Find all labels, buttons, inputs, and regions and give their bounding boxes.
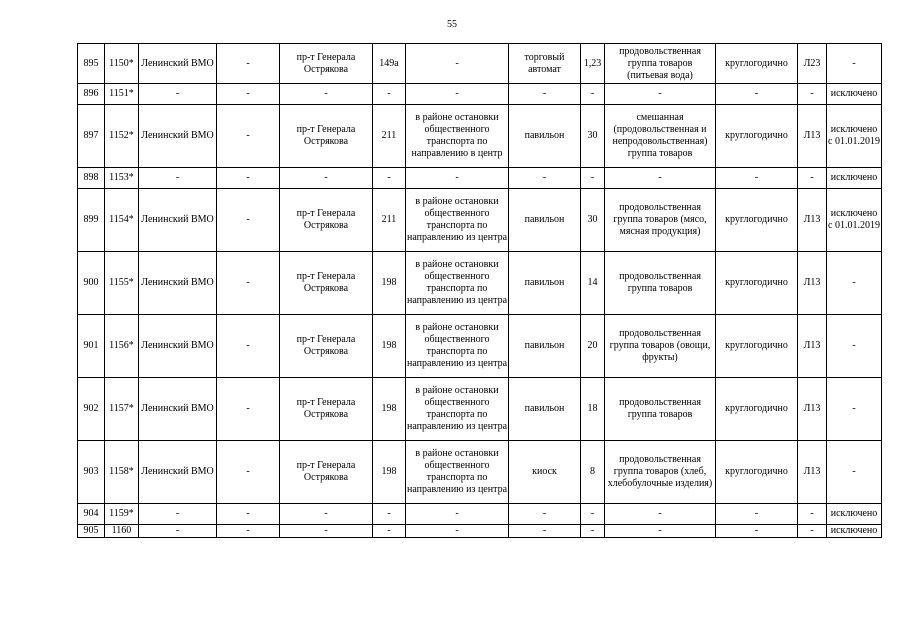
cell-scheme-code: Л13 (798, 378, 827, 441)
cell-landmark: в районе остановки общественного транспорта по направлению из центра (406, 378, 509, 441)
cell-street: - (280, 525, 373, 538)
cell-note: исключено (827, 525, 882, 538)
cell-row-number: 900 (78, 252, 105, 315)
cell-landmark: в районе остановки общественного транспорта по направлению из центра (406, 252, 509, 315)
cell-period: - (716, 168, 798, 189)
cell-row-number: 905 (78, 525, 105, 538)
cell-scheme-code: Л13 (798, 189, 827, 252)
cell-object-id: 1151* (105, 84, 139, 105)
cell-period: круглогодично (716, 378, 798, 441)
cell-row-number: 903 (78, 441, 105, 504)
cell-area: - (581, 504, 605, 525)
cell-note: исключено (827, 504, 882, 525)
cell-column-4: - (217, 441, 280, 504)
cell-house-number: 198 (373, 252, 406, 315)
cell-street: пр-т Генерала Острякова (280, 315, 373, 378)
cell-period: круглогодично (716, 252, 798, 315)
table-row (78, 44, 882, 84)
cell-column-4: - (217, 189, 280, 252)
cell-object-type: павильон (509, 189, 581, 252)
cell-area: 8 (581, 441, 605, 504)
cell-specialization: - (605, 525, 716, 538)
cell-street: пр-т Генерала Острякова (280, 252, 373, 315)
cell-object-id: 1159* (105, 504, 139, 525)
table-row (78, 525, 882, 538)
cell-column-4: - (217, 105, 280, 168)
cell-object-id: 1155* (105, 252, 139, 315)
table-row (78, 105, 882, 168)
cell-period: круглогодично (716, 44, 798, 84)
table-row (78, 315, 882, 378)
cell-area: - (581, 525, 605, 538)
cell-area: - (581, 168, 605, 189)
cell-house-number: - (373, 525, 406, 538)
cell-house-number: - (373, 84, 406, 105)
cell-scheme-code: Л13 (798, 105, 827, 168)
cell-object-id: 1160 (105, 525, 139, 538)
cell-row-number: 898 (78, 168, 105, 189)
cell-note: - (827, 315, 882, 378)
cell-object-id: 1154* (105, 189, 139, 252)
cell-object-id: 1153* (105, 168, 139, 189)
cell-street: пр-т Генерала Острякова (280, 189, 373, 252)
cell-column-4: - (217, 84, 280, 105)
cell-landmark: - (406, 44, 509, 84)
cell-house-number: 211 (373, 189, 406, 252)
cell-area: - (581, 84, 605, 105)
cell-street: - (280, 84, 373, 105)
cell-specialization: продовольственная группа товаров (мясо, мясная продукция) (605, 189, 716, 252)
cell-landmark: - (406, 504, 509, 525)
cell-object-type: - (509, 504, 581, 525)
cell-specialization: продовольственная группа товаров (питьевая вода) (605, 44, 716, 84)
cell-district: - (139, 168, 217, 189)
cell-object-type: павильон (509, 105, 581, 168)
cell-specialization: - (605, 84, 716, 105)
cell-period: - (716, 504, 798, 525)
cell-object-type: павильон (509, 315, 581, 378)
cell-object-type: торговый автомат (509, 44, 581, 84)
cell-period: - (716, 84, 798, 105)
cell-specialization: смешанная (продовольственная и непродовольственная) группа товаров (605, 105, 716, 168)
cell-district: Ленинский ВМО (139, 252, 217, 315)
cell-district: Ленинский ВМО (139, 105, 217, 168)
cell-scheme-code: Л13 (798, 441, 827, 504)
cell-specialization: продовольственная группа товаров (хлеб, хлебобулочные изделия) (605, 441, 716, 504)
cell-column-4: - (217, 504, 280, 525)
cell-period: круглогодично (716, 441, 798, 504)
cell-district: Ленинский ВМО (139, 44, 217, 84)
cell-scheme-code: - (798, 504, 827, 525)
cell-scheme-code: Л23 (798, 44, 827, 84)
cell-row-number: 895 (78, 44, 105, 84)
cell-specialization: - (605, 504, 716, 525)
cell-period: - (716, 525, 798, 538)
table-row (78, 189, 882, 252)
cell-landmark: в районе остановки общественного транспорта по направлению из центра (406, 315, 509, 378)
registry-table (77, 43, 882, 538)
cell-row-number: 901 (78, 315, 105, 378)
cell-row-number: 897 (78, 105, 105, 168)
cell-house-number: 149а (373, 44, 406, 84)
cell-column-4: - (217, 44, 280, 84)
table-row (78, 441, 882, 504)
cell-row-number: 899 (78, 189, 105, 252)
page-number: 55 (447, 19, 457, 30)
cell-note: - (827, 441, 882, 504)
cell-scheme-code: Л13 (798, 315, 827, 378)
cell-house-number: 198 (373, 378, 406, 441)
cell-district: - (139, 525, 217, 538)
cell-area: 14 (581, 252, 605, 315)
cell-object-type: павильон (509, 252, 581, 315)
cell-period: круглогодично (716, 105, 798, 168)
cell-district: - (139, 84, 217, 105)
cell-object-type: павильон (509, 378, 581, 441)
cell-note: исключено (827, 168, 882, 189)
cell-area: 20 (581, 315, 605, 378)
cell-district: Ленинский ВМО (139, 315, 217, 378)
cell-object-type: - (509, 168, 581, 189)
cell-specialization: - (605, 168, 716, 189)
cell-district: Ленинский ВМО (139, 189, 217, 252)
cell-object-type: - (509, 525, 581, 538)
cell-landmark: в районе остановки общественного транспорта по направлению из центра (406, 189, 509, 252)
cell-scheme-code: - (798, 84, 827, 105)
cell-area: 30 (581, 189, 605, 252)
cell-area: 1,23 (581, 44, 605, 84)
cell-row-number: 904 (78, 504, 105, 525)
cell-note: - (827, 378, 882, 441)
cell-object-id: 1156* (105, 315, 139, 378)
cell-specialization: продовольственная группа товаров (605, 252, 716, 315)
cell-column-4: - (217, 168, 280, 189)
cell-object-type: - (509, 84, 581, 105)
cell-street: пр-т Генерала Острякова (280, 441, 373, 504)
cell-object-id: 1152* (105, 105, 139, 168)
cell-column-4: - (217, 315, 280, 378)
cell-object-id: 1158* (105, 441, 139, 504)
cell-object-type: киоск (509, 441, 581, 504)
cell-street: пр-т Генерала Острякова (280, 44, 373, 84)
cell-street: пр-т Генерала Острякова (280, 378, 373, 441)
table-row (78, 168, 882, 189)
cell-specialization: продовольственная группа товаров (овощи, фрукты) (605, 315, 716, 378)
cell-house-number: 198 (373, 315, 406, 378)
cell-landmark: в районе остановки общественного транспорта по направлению в центр (406, 105, 509, 168)
cell-period: круглогодично (716, 315, 798, 378)
table-row (78, 504, 882, 525)
cell-note: исключено (827, 84, 882, 105)
cell-house-number: 211 (373, 105, 406, 168)
registry-rows (78, 44, 882, 538)
cell-landmark: - (406, 525, 509, 538)
cell-landmark: - (406, 168, 509, 189)
cell-row-number: 896 (78, 84, 105, 105)
cell-column-4: - (217, 525, 280, 538)
cell-scheme-code: - (798, 168, 827, 189)
cell-district: - (139, 504, 217, 525)
cell-note: - (827, 252, 882, 315)
cell-area: 30 (581, 105, 605, 168)
table-row (78, 84, 882, 105)
cell-street: - (280, 504, 373, 525)
cell-specialization: продовольственная группа товаров (605, 378, 716, 441)
cell-house-number: - (373, 504, 406, 525)
cell-column-4: - (217, 252, 280, 315)
table-row (78, 378, 882, 441)
cell-house-number: 198 (373, 441, 406, 504)
cell-street: пр-т Генерала Острякова (280, 105, 373, 168)
cell-landmark: - (406, 84, 509, 105)
cell-area: 18 (581, 378, 605, 441)
cell-scheme-code: Л13 (798, 252, 827, 315)
cell-object-id: 1150* (105, 44, 139, 84)
cell-column-4: - (217, 378, 280, 441)
cell-note: исключено с 01.01.2019 (827, 189, 882, 252)
cell-object-id: 1157* (105, 378, 139, 441)
cell-note: - (827, 44, 882, 84)
cell-district: Ленинский ВМО (139, 441, 217, 504)
cell-street: - (280, 168, 373, 189)
cell-landmark: в районе остановки общественного транспорта по направлению из центра (406, 441, 509, 504)
cell-row-number: 902 (78, 378, 105, 441)
cell-district: Ленинский ВМО (139, 378, 217, 441)
cell-house-number: - (373, 168, 406, 189)
cell-period: круглогодично (716, 189, 798, 252)
cell-scheme-code: - (798, 525, 827, 538)
cell-note: исключено с 01.01.2019 (827, 105, 882, 168)
table-row (78, 252, 882, 315)
